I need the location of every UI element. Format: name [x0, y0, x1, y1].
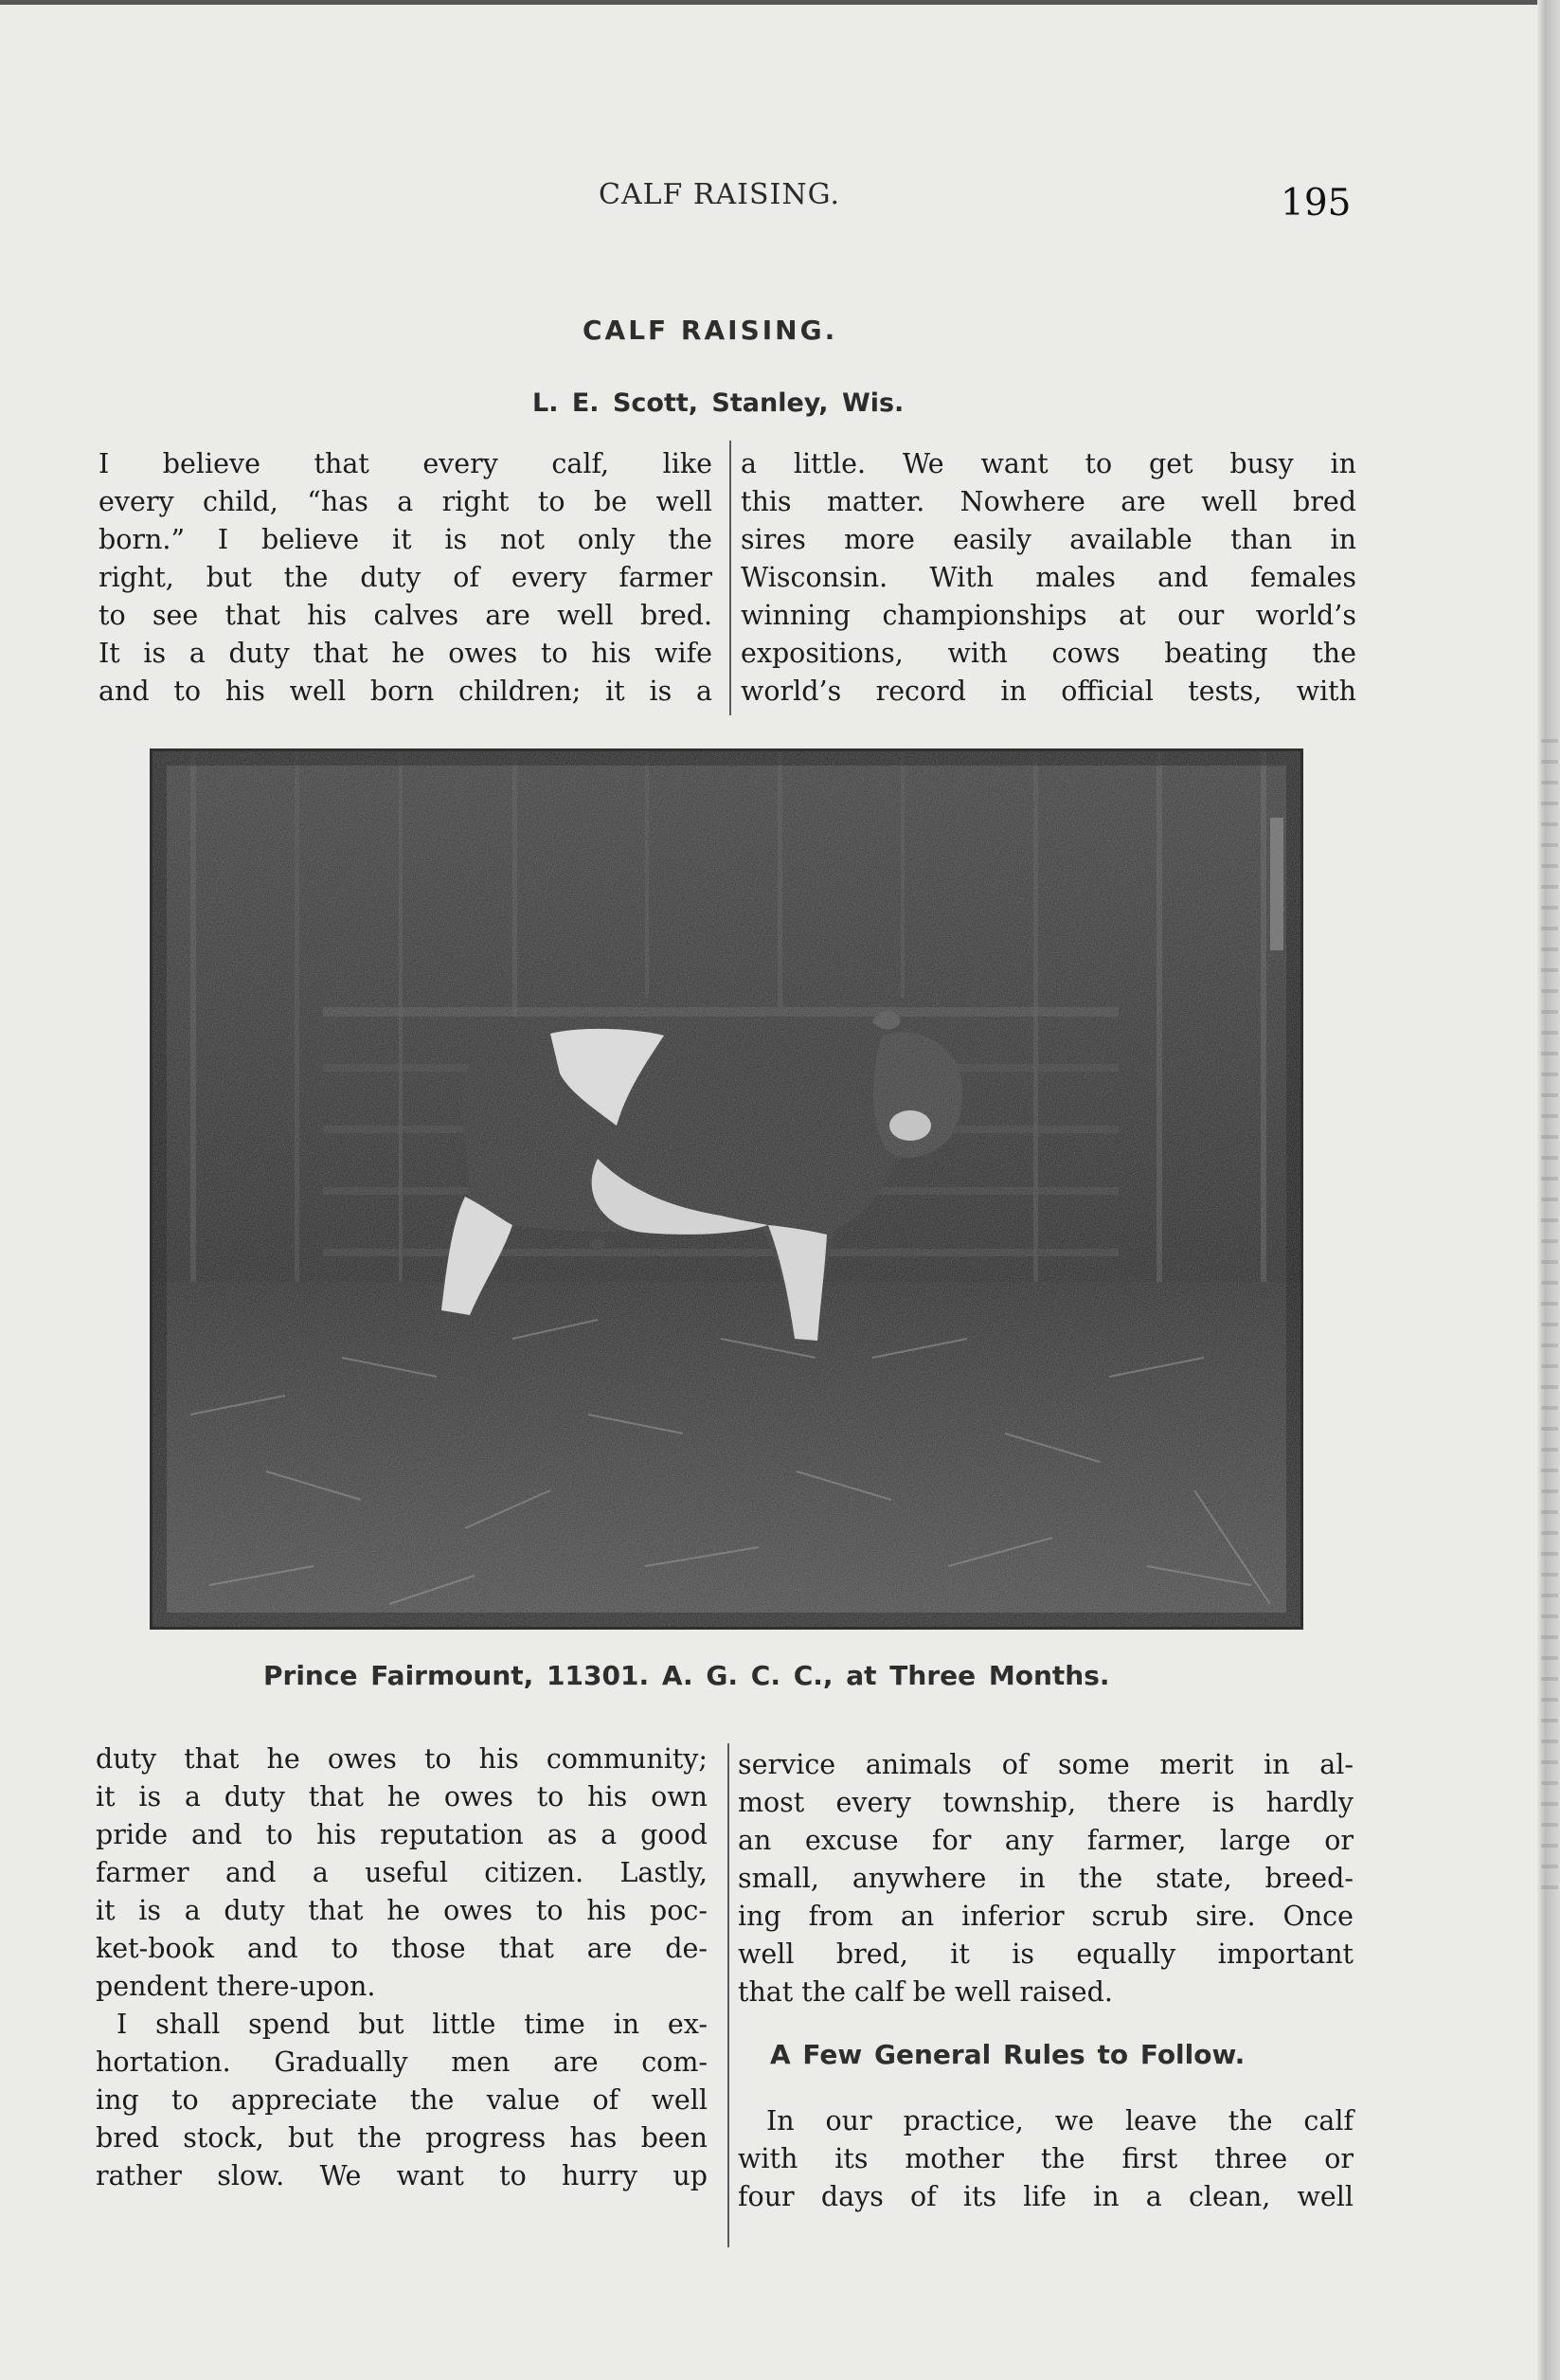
text-line: service animals of some merit in al- — [738, 1749, 1354, 1780]
text-line: sires more easily available than in — [741, 524, 1356, 555]
text-line: born.” I believe it is not only the — [99, 524, 712, 555]
photo-caption: Prince Fairmount, 11301. A. G. C. C., at Three Months. — [263, 1660, 1110, 1691]
text-line: with its mother the first three or — [738, 2143, 1354, 2174]
page-number: 195 — [1281, 182, 1352, 225]
adjacent-page-text-marks — [1541, 739, 1558, 1895]
text-line: Wisconsin. With males and females — [741, 562, 1356, 593]
section-subhead: A Few General Rules to Follow. — [770, 2039, 1246, 2070]
text-line: small, anywhere in the state, breed- — [738, 1863, 1354, 1894]
page-top-edge — [0, 0, 1560, 5]
column-top-right — [741, 445, 1356, 711]
column-top-left — [99, 445, 712, 711]
text-line: hortation. Gradually men are com- — [96, 2046, 708, 2078]
text-line: that the calf be well raised. — [738, 1976, 1113, 2008]
text-line: pride and to his reputation as a good — [96, 1819, 708, 1850]
text-line: duty that he owes to his community; — [96, 1743, 708, 1775]
text-line: it is a duty that he owes to his own — [96, 1781, 708, 1812]
text-line: well bred, it is equally important — [738, 1938, 1354, 1970]
text-line: It is a duty that he owes to his wife — [99, 638, 712, 669]
text-line: winning championships at our world’s — [741, 600, 1356, 631]
text-line: rather slow. We want to hurry up — [96, 2160, 708, 2191]
text-line: a little. We want to get busy in — [741, 448, 1356, 479]
text-line: right, but the duty of every farmer — [99, 562, 712, 593]
column-bottom-left — [96, 1740, 708, 2195]
text-line: to see that his calves are well bred. — [99, 600, 712, 631]
text-line: ing to appreciate the value of well — [96, 2084, 708, 2116]
text-line: bred stock, but the progress has been — [96, 2122, 708, 2154]
calf-photograph — [150, 748, 1303, 1630]
adjacent-page-edge — [1537, 0, 1560, 2380]
text-line: I believe that every calf, like — [99, 448, 712, 479]
text-line: ing from an inferior scrub sire. Once — [738, 1901, 1354, 1932]
text-line: this matter. Nowhere are well bred — [741, 486, 1356, 517]
text-line: every child, “has a right to be well — [99, 486, 712, 517]
column-bottom-right — [738, 1746, 1354, 2216]
column-divider — [727, 1743, 729, 2247]
byline: L. E. Scott, Stanley, Wis. — [532, 388, 905, 418]
text-line: expositions, with cows beating the — [741, 638, 1356, 669]
text-line: ket-book and to those that are de- — [96, 1933, 708, 1964]
text-line: an excuse for any farmer, large or — [738, 1825, 1354, 1856]
text-line: In our practice, we leave the calf — [766, 2105, 1354, 2137]
text-line: pendent there-upon. — [96, 1971, 376, 2002]
column-divider — [729, 441, 731, 715]
text-line: I shall spend but little time in ex- — [117, 2009, 708, 2040]
article-title: CALF RAISING. — [583, 315, 838, 346]
text-line: four days of its life in a clean, well — [738, 2181, 1354, 2212]
text-line: and to his well born children; it is a — [99, 676, 712, 707]
text-line: most every township, there is hardly — [738, 1787, 1354, 1818]
text-line: world’s record in official tests, with — [741, 676, 1356, 707]
text-line: farmer and a useful citizen. Lastly, — [96, 1857, 708, 1888]
running-head: CALF RAISING. — [599, 178, 841, 211]
text-line: it is a duty that he owes to his poc- — [96, 1895, 708, 1926]
